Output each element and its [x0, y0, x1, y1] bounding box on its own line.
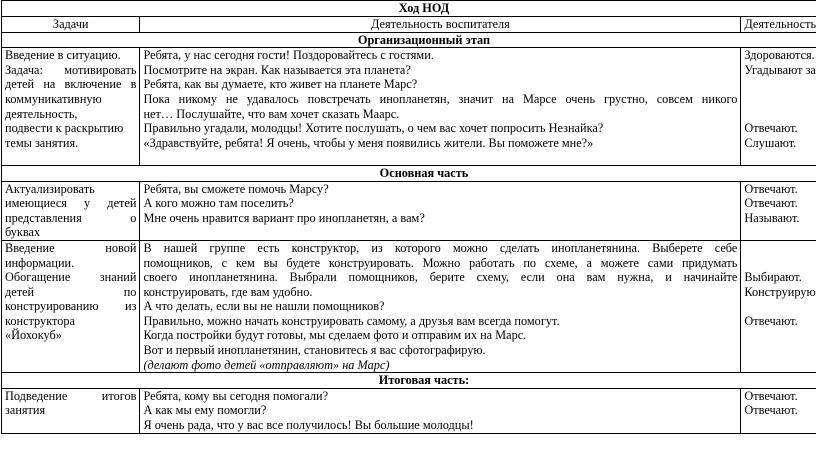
children-cell: [741, 48, 816, 166]
task-cell: [2, 240, 140, 372]
header-tasks: Задачи: [2, 17, 140, 33]
task-line: деятельность,: [5, 106, 78, 121]
teacher-line: В нашей группе есть конструктор, из которого можно сделать инопланетянина. Выберете себе: [143, 240, 738, 255]
children-line: Отвечают.: [744, 121, 798, 136]
header-children-activity: Деятельность: [741, 17, 816, 33]
teacher-line: Ребята, вы сможете помочь Марсу?: [143, 181, 329, 196]
teacher-line: Я очень рада, что у вас все получилось! Вы большие молодцы!: [143, 418, 474, 433]
task-line: Задача: мотивировать: [5, 62, 137, 77]
task-line: Введение в ситуацию.: [5, 48, 121, 63]
teacher-line: Мне очень нравится вариант про инопланетян, а вам?: [143, 210, 425, 225]
section-heading-organizational: Организационный этап: [2, 32, 816, 48]
task-line: Актуализировать: [5, 181, 95, 196]
section-heading-main: Основная часть: [2, 165, 816, 181]
children-line: Отвечают.: [744, 313, 798, 328]
teacher-cell: [140, 240, 741, 372]
task-line: подвести к раскрытию: [5, 121, 124, 136]
children-line: Отвечают.: [744, 196, 798, 211]
teacher-line: Вот и первый инопланетянин, становитесь я вас сфотографирую.: [143, 343, 486, 358]
teacher-line: Правильно угадали, молодцы! Хотите послушать, о чем вас хочет попросить Незнайка?: [143, 121, 604, 136]
task-line: детей по: [5, 284, 137, 299]
task-line: Подведение итогов: [5, 388, 137, 403]
task-line: конструктора: [5, 313, 75, 328]
table-row: [2, 240, 816, 372]
task-line: Введение новой: [5, 240, 137, 255]
teacher-cell: [140, 388, 741, 433]
children-line: Называют.: [744, 210, 800, 225]
teacher-cell: [140, 181, 741, 240]
teacher-line: Ребята, кому вы сегодня помогали?: [143, 388, 329, 403]
task-line: представления о: [5, 210, 137, 225]
teacher-cell: [140, 48, 741, 166]
table-title: Ход НОД: [2, 1, 816, 17]
teacher-line: своего инопланетянина. Выбрали помощников, берите схему, если она вам нужна, и начинайте: [143, 270, 738, 285]
teacher-line: Правильно, можно начать конструировать самому, а друзья вам всегда помогут.: [143, 313, 560, 328]
children-line: Конструирую: [744, 284, 816, 299]
children-line: Отвечают.: [744, 181, 798, 196]
section-heading-final: Итоговая часть:: [2, 373, 816, 389]
teacher-line: Когда постройки будут готовы, мы сделаем фото и отправим их на Марс.: [143, 328, 527, 343]
children-line: Слушают.: [744, 135, 797, 150]
children-line: Здороваются.: [744, 48, 815, 63]
children-line: Угадывают за: [744, 62, 816, 77]
teacher-line: «Здравствуйте, ребята! Я очень, чтобы у меня появились жители. Вы поможете мне?»: [143, 135, 594, 150]
table-row: [2, 181, 816, 240]
task-cell: [2, 388, 140, 433]
table-row: [2, 388, 816, 433]
teacher-line: Пока никому не удавалось повстречать инопланетян, значит на Марсе очень грустно, совсем никого: [143, 91, 738, 106]
task-line: темы занятия.: [5, 135, 79, 150]
teacher-line: (делают фото детей «отправляют» на Марс): [143, 357, 390, 372]
children-cell: [741, 181, 816, 240]
teacher-line: Ребята, как вы думаете, кто живет на планете Марс?: [143, 77, 418, 92]
nod-table: [1, 0, 816, 434]
task-cell: [2, 48, 140, 166]
task-line: Обогащение знаний: [5, 270, 137, 285]
teacher-line: конструировать, где вам удобно.: [143, 284, 313, 299]
teacher-line: А как мы ему помогли?: [143, 403, 267, 418]
teacher-line: Посмотрите на экран. Как называется эта планета?: [143, 62, 411, 77]
task-line: детей на включение в: [5, 77, 137, 92]
teacher-line: Ребята, у нас сегодня гости! Поздоровайтесь с гостями.: [143, 48, 434, 63]
children-line: Выбирают.: [744, 270, 802, 285]
header-teacher-activity: Деятельность воспитателя: [140, 17, 741, 33]
children-cell: [741, 388, 816, 433]
teacher-line: А что делать, если вы не нашли помощников?: [143, 299, 385, 314]
task-line: буквах: [5, 225, 41, 240]
task-line: информации.: [5, 255, 75, 270]
task-line: конструированию из: [5, 299, 137, 314]
task-line: занятия: [5, 403, 46, 418]
children-line: Отвечают.: [744, 403, 798, 418]
children-line: Отвечают.: [744, 388, 798, 403]
task-line: коммуникативную: [5, 91, 102, 106]
children-cell: [741, 240, 816, 372]
teacher-line: помощников, с кем вы будете конструировать. Можно работать по схеме, а можете сами придумать: [143, 255, 738, 270]
task-line: имеющиеся у детей: [5, 196, 137, 211]
teacher-line: нет… Послушайте, что вам хочет сказать Маарс.: [143, 106, 400, 121]
teacher-line: А кого можно там поселить?: [143, 196, 294, 211]
table-row: [2, 48, 816, 166]
task-cell: [2, 181, 140, 240]
task-line: «Йохокуб»: [5, 328, 62, 343]
